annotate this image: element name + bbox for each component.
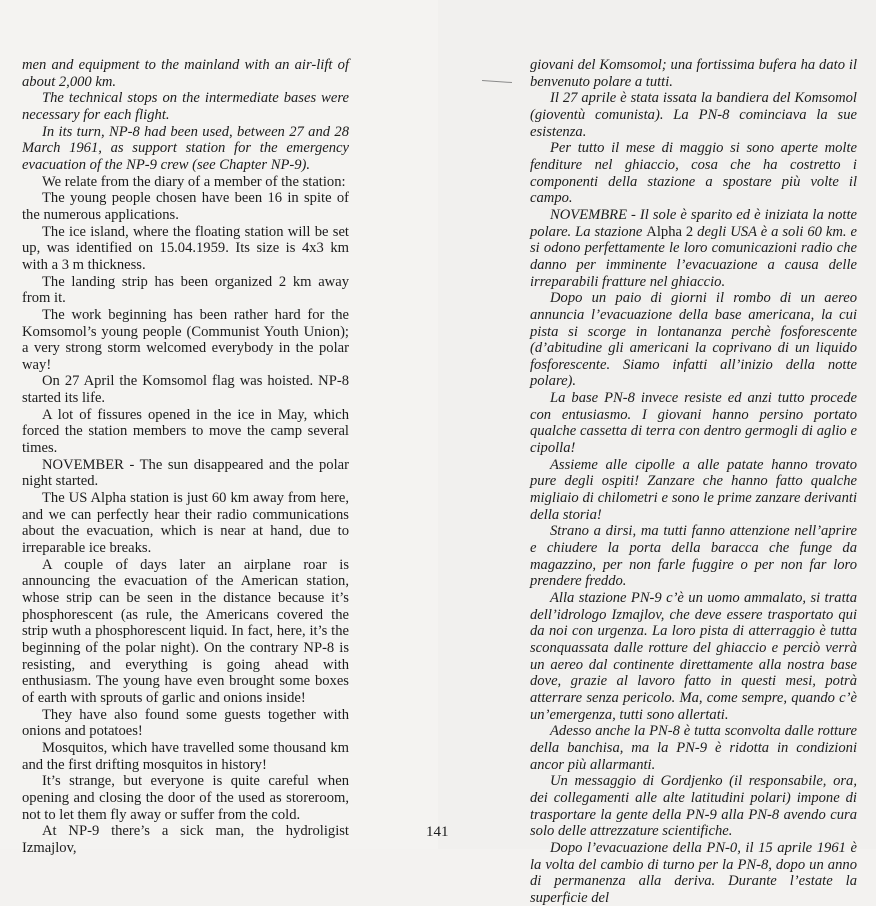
paragraph: The young people chosen have been 16 in spite of the numerous applications. bbox=[22, 190, 349, 223]
paragraph: We relate from the diary of a member of the station: bbox=[42, 173, 346, 190]
paragraph: A couple of days later an airplane roar is announcing the evacuation of the American station, whose strip can be seen in the distance because it’s phosphorescent (as rule, the Americans covered the strip wuth a phosphorescent liquid. In fact, here, it’s the beginning of the polar night). On the contrary NP-8 is resisting, and everything is going ahead with enthusiasm. The young have even brought some boxes of earth with sprouts of garlic and onions inside! bbox=[22, 556, 349, 706]
page-number: 141 bbox=[426, 824, 449, 840]
paragraph: The ice island, where the floating station will be set up, was identified on 15.04.1959. Its size is 4x3 km with a 3 m thickness. bbox=[22, 223, 349, 273]
paragraph: Dopo l’evacuazione della PN-0, il 15 aprile 1961 è la volta del cambio di turno per la PN-8, dopo un anno di permanenza alla deriva. Durante l’estate la superficie del bbox=[530, 839, 857, 906]
paragraph: Strano a dirsi, ma tutti fanno attenzione nell’aprire e chiudere la porta della baracca che funge da magazzino, per non farle fuggire o per non far loro prendere freddo. bbox=[530, 523, 857, 590]
paragraph: Un messaggio di Gordjenko (il responsabile, ora, dei collegamenti alle alte latitudini polari) impone di trasportare la gente della PN-9 alla PN-8 avendo cura solo delle attrezzature scientifiche. bbox=[530, 773, 857, 840]
paragraph bbox=[530, 207, 857, 290]
italian-text-column bbox=[530, 57, 857, 906]
text-span: NOVEMBRE - Il sole è sparito ed è iniziata la notte polare. La stazione bbox=[530, 206, 857, 240]
paragraph: It’s strange, but everyone is quite careful when opening and closing the door of the used as storeroom, not to let them fly away or suffer from the cold. bbox=[22, 773, 349, 823]
paragraph: NOVEMBER - The sun disappeared and the polar night started. bbox=[22, 456, 349, 490]
paragraph: Per tutto il mese di maggio si sono aperte molte fenditure nel ghiaccio, cosa che ha costretto i componenti della stazione a spostare più volte il campo. bbox=[530, 140, 857, 207]
paragraph: The work beginning has been rather hard for the Komsomol’s young people (Communist Youth Union); a very strong storm welcomed everybody in the polar way! bbox=[22, 306, 349, 373]
paragraph: Alla stazione PN-9 c’è un uomo ammalato, si tratta dell’idrologo Izmajlov, che deve essere trasportato qui da noi con urgenza. La loro pista di atterraggio è tutta sconquassata dalle rotture del ghiaccio e perciò verrà un aereo dal continente direttamente alla nostra base dove, grazie al lavoro fatto in questi mesi, potrà atterrare senza pericolo. Ma, come sempre, quando c’è un’emergenza, tutti sono allertati. bbox=[530, 590, 857, 723]
paragraph: The technical stops on the intermediate bases were necessary for each flight. bbox=[22, 90, 349, 123]
station-name: Alpha 2 bbox=[646, 223, 694, 240]
paragraph: They have also found some guests together with onions and potatoes! bbox=[22, 706, 349, 740]
paragraph: men and equipment to the mainland with an air-lift of about 2,000 km. bbox=[22, 57, 349, 90]
paragraph: Dopo un paio di giorni il rombo di un aereo annuncia l’evacuazione della base americana, la cui pista si scorge in lontananza perchè fosforescente (d’abitudine gli americani la coprivano di un liquido fosforescente. Siamo infatti all’inizio della notte polare). bbox=[530, 290, 857, 390]
paragraph: The landing strip has been organized 2 km away from it. bbox=[22, 273, 349, 307]
paragraph: A lot of fissures opened in the ice in May, which forced the station members to move the camp several times. bbox=[22, 406, 349, 457]
paragraph: Adesso anche la PN-8 è tutta sconvolta dalle rotture della banchisa, ma la PN-9 è ridotta in condizioni ancor più allarmanti. bbox=[530, 723, 857, 773]
english-text-column bbox=[22, 57, 349, 857]
paragraph: giovani del Komsomol; una fortissima bufera ha dato il benvenuto polare a tutti. bbox=[530, 57, 857, 90]
paragraph: In its turn, NP-8 had been used, between 27 and 28 March 1961, as support station for the emergency evacuation of the NP-9 crew (see Chapter NP-9). bbox=[22, 123, 349, 173]
paragraph: On 27 April the Komsomol flag was hoisted. NP-8 started its life. bbox=[22, 373, 349, 407]
paragraph: Assieme alle cipolle a alle patate hanno trovato pure degli ospiti! Zanzare che hanno fatto qualche migliaio di chilometri e sono le prime zanzare derivanti della storia! bbox=[530, 456, 857, 523]
paragraph: At NP-9 there’s a sick man, the hydroligist Izmajlov, bbox=[22, 823, 349, 856]
paragraph: La base PN-8 invece resiste ed anzi tutto procede con entusiasmo. I giovani hanno persino portato qualche cassetta di terra con dentro germogli di aglio e cipolla! bbox=[530, 390, 857, 457]
paragraph: Il 27 aprile è stata issata la bandiera del Komsomol (gioventù comunista). La PN-8 cominciava la sue esistenza. bbox=[530, 90, 857, 140]
text-span: degli USA è a soli 60 km. e si odono perfettamente le loro comunicazioni radio che danno per imminente l’evacuazione a causa delle irreparabili fratture nel ghiaccio. bbox=[530, 223, 857, 290]
paragraph: The US Alpha station is just 60 km away from here, and we can perfectly hear their radio communications about the evacuation, which is near at hand, due to irreparable ice breaks. bbox=[22, 490, 349, 557]
paragraph: Mosquitos, which have travelled some thousand km and the first drifting mosquitos in history! bbox=[22, 739, 349, 773]
